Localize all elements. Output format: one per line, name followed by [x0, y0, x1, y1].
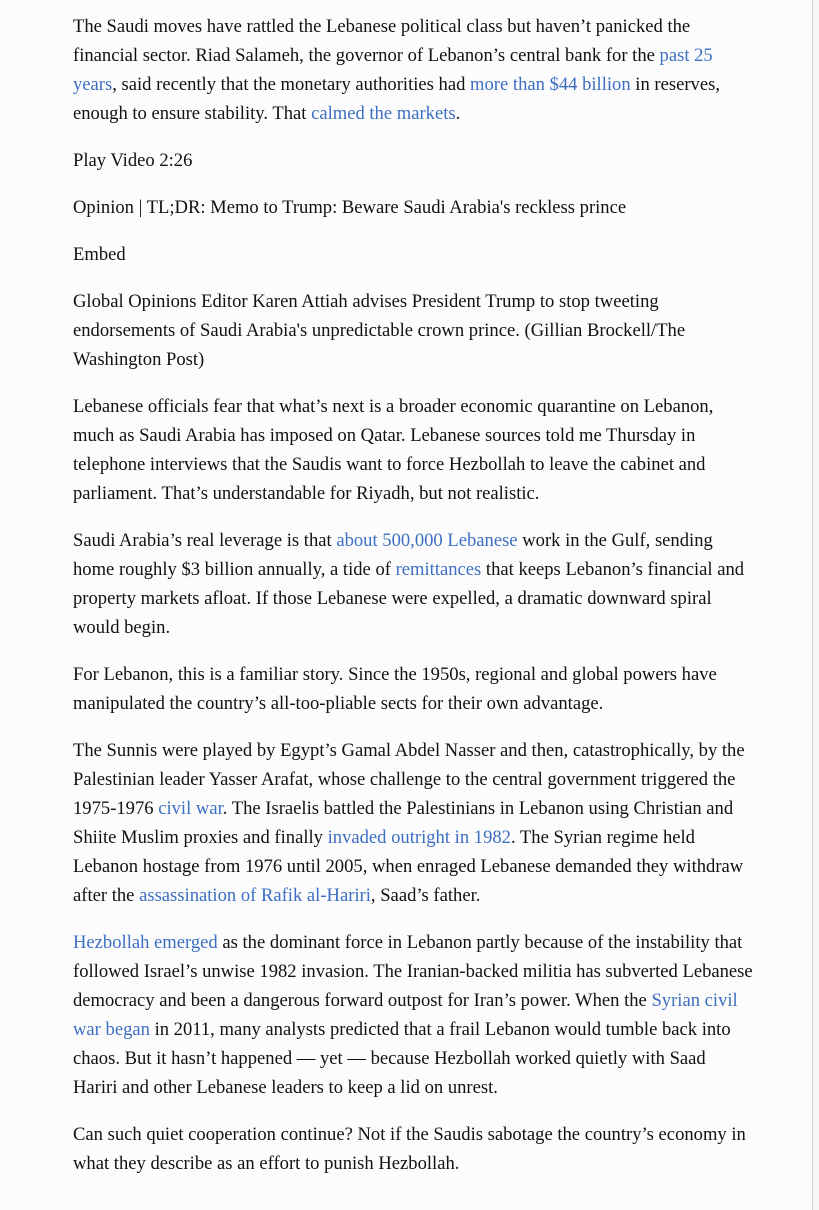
- article-body: [73, 12, 753, 1196]
- embed-label[interactable]: Embed: [73, 244, 126, 265]
- link-civil-war[interactable]: civil war: [158, 798, 223, 819]
- paragraph-text: that keeps Lebanon’s financial and property markets afloat. If those Lebanese were expelled, a dramatic downward spiral would begin.: [73, 559, 745, 638]
- link-assassination-of-rafik-al-hariri[interactable]: assassination of Rafik al-Hariri: [139, 885, 371, 906]
- paragraph-text: as the dominant force in Lebanon partly because of the instability that followed Israel’s unwise 1982 invasion. The Iranian-backed militia has subverted Lebanese democracy and been a dangerous forward outpost for Iran’s power. When the: [73, 932, 753, 1011]
- video-title: Opinion | TL;DR: Memo to Trump: Beware Saudi Arabia's reckless prince: [73, 197, 627, 218]
- paragraph-hezbollah: [73, 928, 753, 1102]
- link-calmed-the-markets[interactable]: calmed the markets: [311, 103, 456, 124]
- paragraph-real-leverage: [73, 526, 753, 642]
- paragraph-text: . The Syrian regime held Lebanon hostage from 1976 until 2005, when enraged Lebanese demanded they withdraw after the: [73, 827, 744, 906]
- link-past-25-years[interactable]: past 25 years: [73, 45, 713, 95]
- paragraph-familiar-story: For Lebanon, this is a familiar story. Since the 1950s, regional and global powers have manipulated the country’s all-too-pliable sects for their own advantage.: [73, 664, 717, 714]
- paragraph-text: . The Israelis battled the Palestinians in Lebanon using Christian and Shiite Muslim proxies and finally: [73, 798, 734, 848]
- paragraph-text: work in the Gulf, sending home roughly $3 billion annually, a tide of: [73, 530, 713, 580]
- link-about-500000-lebanese[interactable]: about 500,000 Lebanese: [336, 530, 518, 551]
- link-more-than-44-billion[interactable]: more than $44 billion: [470, 74, 631, 95]
- paragraph-text: in 2011, many analysts predicted that a frail Lebanon would tumble back into chaos. But it hasn’t happened — yet — because Hezbollah worked quietly with Saad Hariri and other Lebanese leaders to keep a lid on unrest.: [73, 1019, 731, 1098]
- paragraph-text: , said recently that the monetary authorities had: [112, 74, 471, 95]
- paragraph-central-bank: [73, 12, 753, 128]
- paragraph-quiet-cooperation: Can such quiet cooperation continue? Not if the Saudis sabotage the country’s economy in what they describe as an effort to punish Hezbollah.: [73, 1124, 746, 1174]
- link-invaded-outright-in-1982[interactable]: invaded outright in 1982: [327, 827, 511, 848]
- link-hezbollah-emerged[interactable]: Hezbollah emerged: [73, 932, 218, 953]
- paragraph-text: The Sunnis were played by Egypt’s Gamal Abdel Nasser and then, catastrophically, by the Palestinian leader Yasser Arafat, whose challenge to the central government triggered the 1975-1976: [73, 740, 745, 819]
- paragraph-history: [73, 736, 753, 910]
- paragraph-text: Saudi Arabia’s real leverage is that: [73, 530, 337, 551]
- paragraph-text: in reserves, enough to ensure stability. That: [73, 74, 720, 124]
- link-syrian-civil-war-began[interactable]: Syrian civil war began: [73, 990, 738, 1040]
- link-remittances[interactable]: remittances: [395, 559, 482, 580]
- video-caption: Global Opinions Editor Karen Attiah advises President Trump to stop tweeting endorsements of Saudi Arabia's unpredictable crown prince. (Gillian Brockell/The Washington Post): [73, 291, 686, 370]
- paragraph-text: , Saad’s father.: [370, 885, 481, 906]
- paragraph-text: The Saudi moves have rattled the Lebanese political class but haven’t panicked the financial sector. Riad Salameh, the governor of Lebanon’s central bank for the: [73, 16, 691, 66]
- play-video-label[interactable]: Play Video 2:26: [73, 150, 193, 171]
- paragraph-economic-quarantine: Lebanese officials fear that what’s next is a broader economic quarantine on Lebanon, much as Saudi Arabia has imposed on Qatar. Lebanese sources told me Thursday in telephone interviews that the Saudis want to force Hezbollah to leave the cabinet and parliament. That’s understandable for Riyadh, but not realistic.: [73, 396, 714, 504]
- paragraph-text: .: [455, 103, 461, 124]
